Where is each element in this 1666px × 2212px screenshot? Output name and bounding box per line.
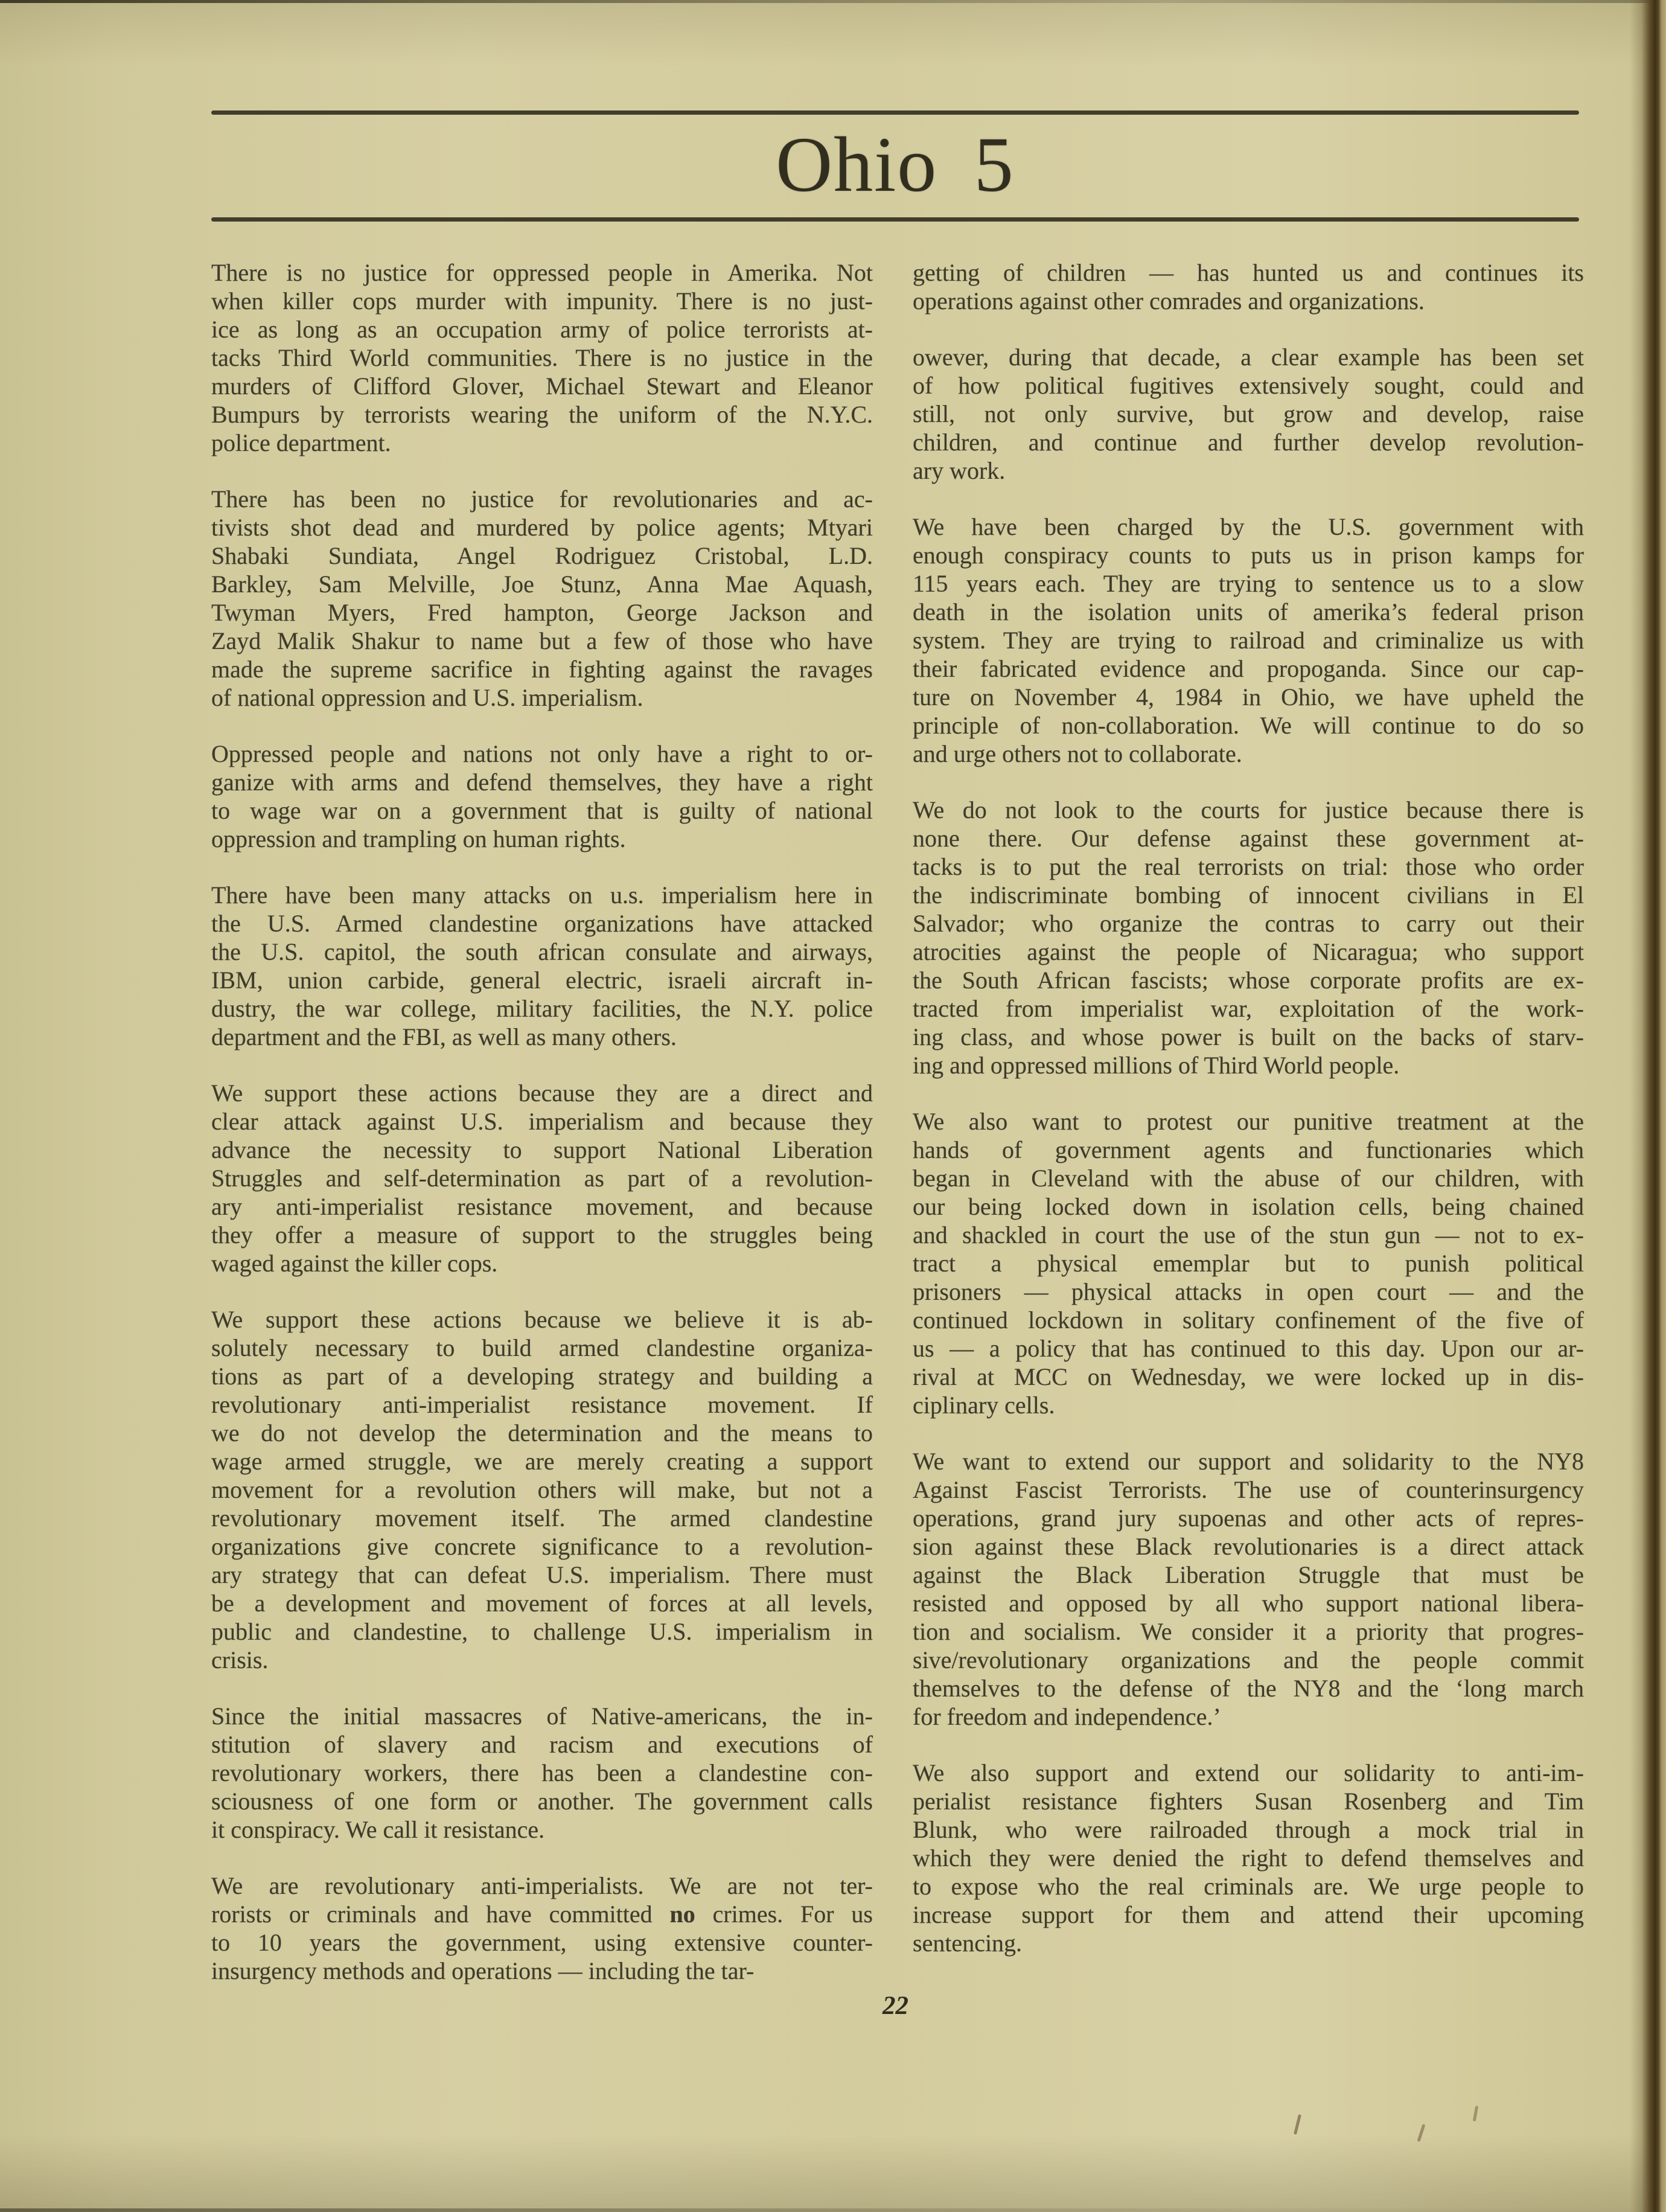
text-line: oppression and trampling on human rights. [211,825,626,852]
text-line: revolutionary movement itself. The armed clandestine [211,1504,873,1532]
paragraph [913,258,1584,315]
text-line: wage armed struggle, we are merely creating a support [211,1448,873,1475]
paragraph [913,1107,1584,1419]
text-line: Oppressed people and nations not only have a right to or- [211,740,873,767]
page-top-edge [0,0,1666,3]
text-line: perialist resistance fighters Susan Rosenberg and Tim [913,1788,1584,1815]
text-line: hands of government agents and functionaries which [913,1136,1584,1163]
text-line: We support these actions because we believe it is ab- [211,1306,873,1333]
text-line: sive/revolutionary organizations and the people commit [913,1646,1584,1673]
text-line: We are revolutionary anti-imperialists. We are not ter- [211,1872,873,1899]
text-line: the U.S. Armed clandestine organizations have attacked [211,910,873,937]
text-line: There is no justice for oppressed people in Amerika. Not [211,259,873,286]
left-column [211,258,873,2013]
text-line: There have been many attacks on u.s. imperialism here in [211,881,873,909]
text-line: ture on November 4, 1984 in Ohio, we have upheld the [913,683,1584,711]
text-line: We support these actions because they are a direct and [211,1079,873,1107]
text-line: movement for a revolution others will make, but not a [211,1476,873,1503]
paragraph [913,1759,1584,1957]
text-line: ice as long as an occupation army of police terrorists at- [211,316,873,343]
paragraph [913,1447,1584,1731]
text-line: IBM, union carbide, general electric, israeli aircraft in- [211,967,873,994]
text-line: dustry, the war college, military facilities, the N.Y. police [211,995,873,1022]
text-line: tacks is to put the real terrorists on trial: those who order [913,853,1584,880]
text-line: they offer a measure of support to the struggles being [211,1221,873,1248]
paragraph [211,881,873,1051]
text-line: ing class, and whose power is built on the backs of starv- [913,1023,1584,1050]
title-rule-top [211,110,1579,115]
text-line: our being locked down in isolation cells, being chained [913,1193,1584,1220]
text-line: public and clandestine, to challenge U.S. imperialism in [211,1618,873,1645]
text-line: tions as part of a developing strategy and building a [211,1363,873,1390]
text-line: none there. Our defense against these government at- [913,825,1584,852]
ink-speck [1294,2114,1301,2135]
text-line: made the supreme sacrifice in fighting against the ravages [211,656,873,683]
text-line: sentencing. [913,1929,1023,1957]
paragraph [211,1079,873,1277]
text-line: when killer cops murder with impunity. There is no just- [211,287,873,315]
text-line: their fabricated evidence and propoganda. Since our cap- [913,655,1584,682]
page-spine-shadow [1630,0,1666,2212]
text-line: ary anti-imperialist resistance movement, and because [211,1193,873,1220]
text-line: Struggles and self-determination as part of a revolution- [211,1165,873,1192]
text-line: to expose who the real criminals are. We urge people to [913,1873,1584,1900]
text-line: ciplinary cells. [913,1392,1055,1419]
text-line: prisoners — physical attacks in open court — and the [913,1278,1584,1305]
text-line: which they were denied the right to defend themselves and [913,1844,1584,1872]
text-line: police department. [211,429,391,456]
text-line: We want to extend our support and solidarity to the NY8 [913,1448,1584,1475]
text-line: Salvador; who organize the contras to carry out their [913,910,1584,937]
text-line: resisted and opposed by all who support national libera- [913,1590,1584,1617]
page-number: 22 [882,1992,908,2020]
page-title: Ohio 5 [776,121,1015,208]
text-line: Blunk, who were railroaded through a mock trial in [913,1816,1584,1843]
text-line: Against Fascist Terrorists. The use of counterinsurgency [913,1476,1584,1503]
text-line: Twyman Myers, Fred hampton, George Jackson and [211,599,873,626]
text-line: tacks Third World communities. There is no justice in the [211,344,873,371]
ink-speck [1473,2106,1478,2121]
text-line: to wage war on a government that is guilty of national [211,797,873,824]
text-line: owever, during that decade, a clear example has been set [913,344,1584,371]
text-line: rorists or criminals and have committed no crimes. For us [211,1900,873,1928]
text-line: ganize with arms and defend themselves, they have a right [211,769,873,796]
paragraph [211,258,873,457]
text-line: the U.S. capitol, the south african consulate and airways, [211,938,873,965]
text-line: ary work. [913,457,1006,484]
text-line: tion and socialism. We consider it a priority that progres- [913,1618,1584,1645]
text-line: operations against other comrades and organizations. [913,287,1425,315]
text-line: system. They are trying to railroad and criminalize us with [913,627,1584,654]
text-line: operations, grand jury supoenas and other acts of repres- [913,1504,1584,1532]
text-line: and urge others not to collaborate. [913,740,1242,767]
text-line: sciousness of one form or another. The government calls [211,1788,873,1815]
paragraph [211,740,873,853]
text-line: sion against these Black revolutionaries is a direct attack [913,1533,1584,1560]
text-line: and shackled in court the use of the stun gun — not to ex- [913,1221,1584,1248]
text-line: against the Black Liberation Struggle that must be [913,1561,1584,1588]
page-bottom-edge [0,2208,1666,2212]
text-line: of how political fugitives extensively sought, could and [913,372,1584,399]
text-line: stitution of slavery and racism and executions of [211,1731,873,1758]
text-line: Since the initial massacres of Native-americans, the in- [211,1702,873,1730]
text-line: death in the isolation units of amerika’s federal prison [913,598,1584,625]
text-line: the indiscriminate bombing of innocent civilians in El [913,881,1584,909]
right-column [913,258,1584,1985]
text-line: began in Cleveland with the abuse of our children, with [913,1165,1584,1192]
text-line: 115 years each. They are trying to sentence us to a slow [913,570,1584,597]
text-line: rival at MCC on Wednesday, we were locked up in dis- [913,1363,1584,1390]
text-line: crisis. [211,1646,269,1673]
text-line: themselves to the defense of the NY8 and the ‘long march [913,1675,1584,1702]
text-line: still, not only survive, but grow and develop, raise [913,400,1584,427]
text-line: We also want to protest our punitive treatment at the [913,1108,1584,1135]
text-line: Zayd Malik Shakur to name but a few of those who have [211,627,873,654]
paragraph [211,1702,873,1844]
text-line: department and the FBI, as well as many others. [211,1023,677,1050]
text-line: us — a policy that has continued to this day. Upon our ar- [913,1335,1584,1362]
paragraph [913,796,1584,1079]
text-line: advance the necessity to support National Liberation [211,1136,873,1163]
text-line: tract a physical ememplar but to punish political [913,1250,1584,1277]
text-line: solutely necessary to build armed clandestine organiza- [211,1334,873,1361]
text-line: clear attack against U.S. imperialism and because they [211,1108,873,1135]
text-line: increase support for them and attend their upcoming [913,1901,1584,1928]
text-line: continued lockdown in solitary confinement of the five of [913,1306,1584,1334]
text-line: We do not look to the courts for justice because there is [913,796,1584,823]
text-line: revolutionary anti-imperialist resistance movement. If [211,1391,873,1418]
text-line: enough conspiracy counts to puts us in prison kamps for [913,542,1584,569]
text-line: ing and oppressed millions of Third World people. [913,1052,1400,1079]
text-line: murders of Clifford Glover, Michael Stewart and Eleanor [211,372,873,400]
text-line: There has been no justice for revolutionaries and ac- [211,485,873,513]
text-line: Barkley, Sam Melville, Joe Stunz, Anna Mae Aquash, [211,571,873,598]
text-line: waged against the killer cops. [211,1250,498,1277]
text-line: organizations give concrete significance to a revolution- [211,1533,873,1560]
text-line: ary strategy that can defeat U.S. imperialism. There must [211,1561,873,1588]
text-line: we do not develop the determination and the means to [211,1419,873,1446]
text-line: tracted from imperialist war, exploitation of the work- [913,995,1584,1022]
paragraph [211,1872,873,1985]
text-line: Shabaki Sundiata, Angel Rodriguez Cristobal, L.D. [211,542,873,569]
text-line: the South African fascists; whose corporate profits are ex- [913,967,1584,994]
text-line: of national oppression and U.S. imperialism. [211,684,643,711]
text-line: principle of non-collaboration. We will continue to do so [913,712,1584,739]
text-line: insurgency methods and operations — including the tar- [211,1957,755,1984]
paragraph [211,485,873,712]
text-line: atrocities against the people of Nicaragua; who support [913,938,1584,965]
text-line: We have been charged by the U.S. government with [913,513,1584,540]
text-line: getting of children — has hunted us and continues its [913,259,1584,286]
text-line: tivists shot dead and murdered by police agents; Mtyari [211,514,873,541]
paragraph [913,343,1584,485]
text-line: children, and continue and further develop revolution- [913,429,1584,456]
text-line: to 10 years the government, using extensive counter- [211,1929,873,1956]
paragraph [211,1305,873,1674]
text-line: revolutionary workers, there has been a clandestine con- [211,1759,873,1786]
text-line: We also support and extend our solidarity to anti-im- [913,1759,1584,1786]
paragraph [913,513,1584,768]
text-line: Bumpurs by terrorists wearing the uniform of the N.Y.C. [211,401,873,428]
title-rule-bottom [211,217,1579,222]
text-line: it conspiracy. We call it resistance. [211,1816,545,1843]
text-line: be a development and movement of forces at all levels, [211,1590,873,1617]
text-line: for freedom and independence.’ [913,1703,1221,1730]
ink-speck [1417,2124,1425,2142]
